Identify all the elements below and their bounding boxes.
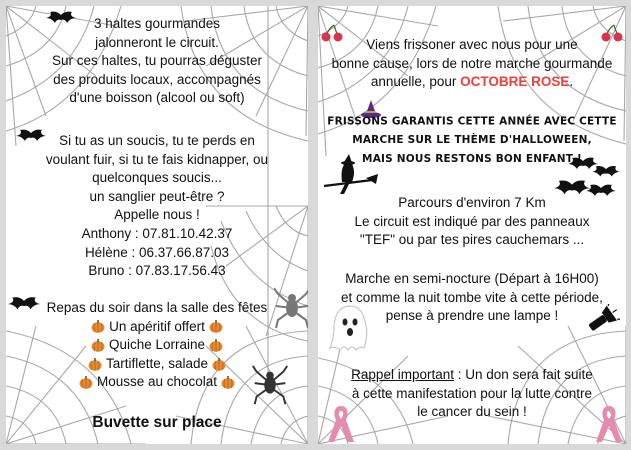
buvette-label: Buvette sur place bbox=[92, 414, 222, 431]
contact-bruno: Bruno : 07.83.17.56.43 bbox=[88, 263, 226, 279]
help-text bbox=[6, 132, 308, 281]
contact-anthony: Anthony : 07.81.10.42.37 bbox=[81, 225, 233, 241]
menu-item bbox=[6, 373, 308, 392]
intro-period: . bbox=[569, 74, 574, 90]
halloween-line: MARCHE SUR LE THÈME D'HALLOWEEN, bbox=[352, 133, 592, 147]
halloween-announcement bbox=[318, 112, 626, 169]
menu-item bbox=[6, 318, 308, 337]
intro-line: jalonneront le circuit. bbox=[95, 34, 219, 50]
menu-item-label: Mousse au chocolat bbox=[96, 374, 218, 390]
menu-item-label: Quiche Lorraine bbox=[108, 337, 206, 353]
route-line: "TEF" ou par tes pires cauchemars ... bbox=[359, 232, 585, 248]
night-line: Marche en semi-nocture (Départ à 16H00) bbox=[345, 271, 599, 286]
intro-line: d'une boisson (alcool ou soft) bbox=[69, 90, 245, 106]
octobre-rose-label: OCTOBRE ROSE bbox=[460, 74, 570, 90]
pumpkin-icon bbox=[209, 339, 223, 352]
contact-helene: Hélène : 06.37.66.87.03 bbox=[84, 244, 230, 260]
intro-text bbox=[6, 15, 308, 108]
intro-line bbox=[318, 73, 626, 92]
night-walk-info bbox=[318, 270, 626, 326]
intro-line: Viens frissoner avec nous pour une bbox=[366, 37, 578, 52]
dinner-title: Repas du soir dans la salle des fêtes bbox=[46, 300, 268, 315]
reminder-rest: : Un don sera fait suite bbox=[453, 367, 593, 382]
help-line: Si tu as un soucis, tu te perds en bbox=[59, 133, 255, 148]
night-line: pense à prendre une lampe ! bbox=[385, 308, 559, 324]
intro-line: des produits locaux, accompagnés bbox=[53, 71, 261, 87]
intro-text bbox=[318, 36, 626, 92]
dinner-section bbox=[6, 299, 308, 392]
pumpkin-icon bbox=[212, 358, 226, 371]
menu-item bbox=[6, 336, 308, 355]
menu-item-label: Tartiflette, salade bbox=[105, 355, 209, 371]
right-flyer-page bbox=[318, 6, 626, 444]
pumpkin-icon bbox=[209, 320, 223, 333]
pumpkin-icon bbox=[91, 320, 105, 333]
pumpkin-icon bbox=[91, 339, 105, 352]
help-line: un sanglier peut-être ? bbox=[89, 188, 225, 204]
pumpkin-icon bbox=[79, 376, 93, 389]
menu-item bbox=[6, 355, 308, 374]
help-line: voulant fuir, si tu te fais kidnapper, ou bbox=[45, 151, 269, 167]
pumpkin-icon bbox=[221, 376, 235, 389]
route-info bbox=[318, 194, 626, 250]
night-line: et comme la nuit tombe vite à cette période, bbox=[341, 289, 603, 305]
halloween-line: MAIS NOUS RESTONS BON ENFANT ! bbox=[362, 152, 582, 166]
reminder-line bbox=[318, 366, 626, 385]
intro-line: bonne cause, lors de notre marche gourmande bbox=[331, 55, 613, 71]
left-flyer-page bbox=[6, 6, 308, 444]
help-line: quelconques soucis... bbox=[92, 170, 222, 186]
pumpkin-icon bbox=[88, 358, 102, 371]
help-line: Appelle nous ! bbox=[114, 207, 200, 223]
intro-line: 3 haltes gourmandes bbox=[93, 16, 221, 31]
reminder-line: à cette manifestation pour la lutte contre bbox=[351, 385, 593, 401]
menu-item-label: Un apéritif offert bbox=[109, 318, 205, 334]
intro-line-text: annuelle, pour bbox=[370, 74, 457, 90]
reminder-line: le cancer du sein ! bbox=[417, 404, 527, 420]
halloween-line: FRISSONS GARANTIS CETTE ANNÉE AVEC CETTE bbox=[327, 114, 617, 128]
reminder-label: Rappel important bbox=[351, 367, 454, 382]
route-line: Parcours d'environ 7 Km bbox=[398, 195, 546, 210]
route-line: Le circuit est indiqué par des panneaux bbox=[354, 213, 590, 229]
reminder-text bbox=[318, 366, 626, 422]
intro-line: Sur ces haltes, tu pourras déguster bbox=[51, 53, 263, 69]
